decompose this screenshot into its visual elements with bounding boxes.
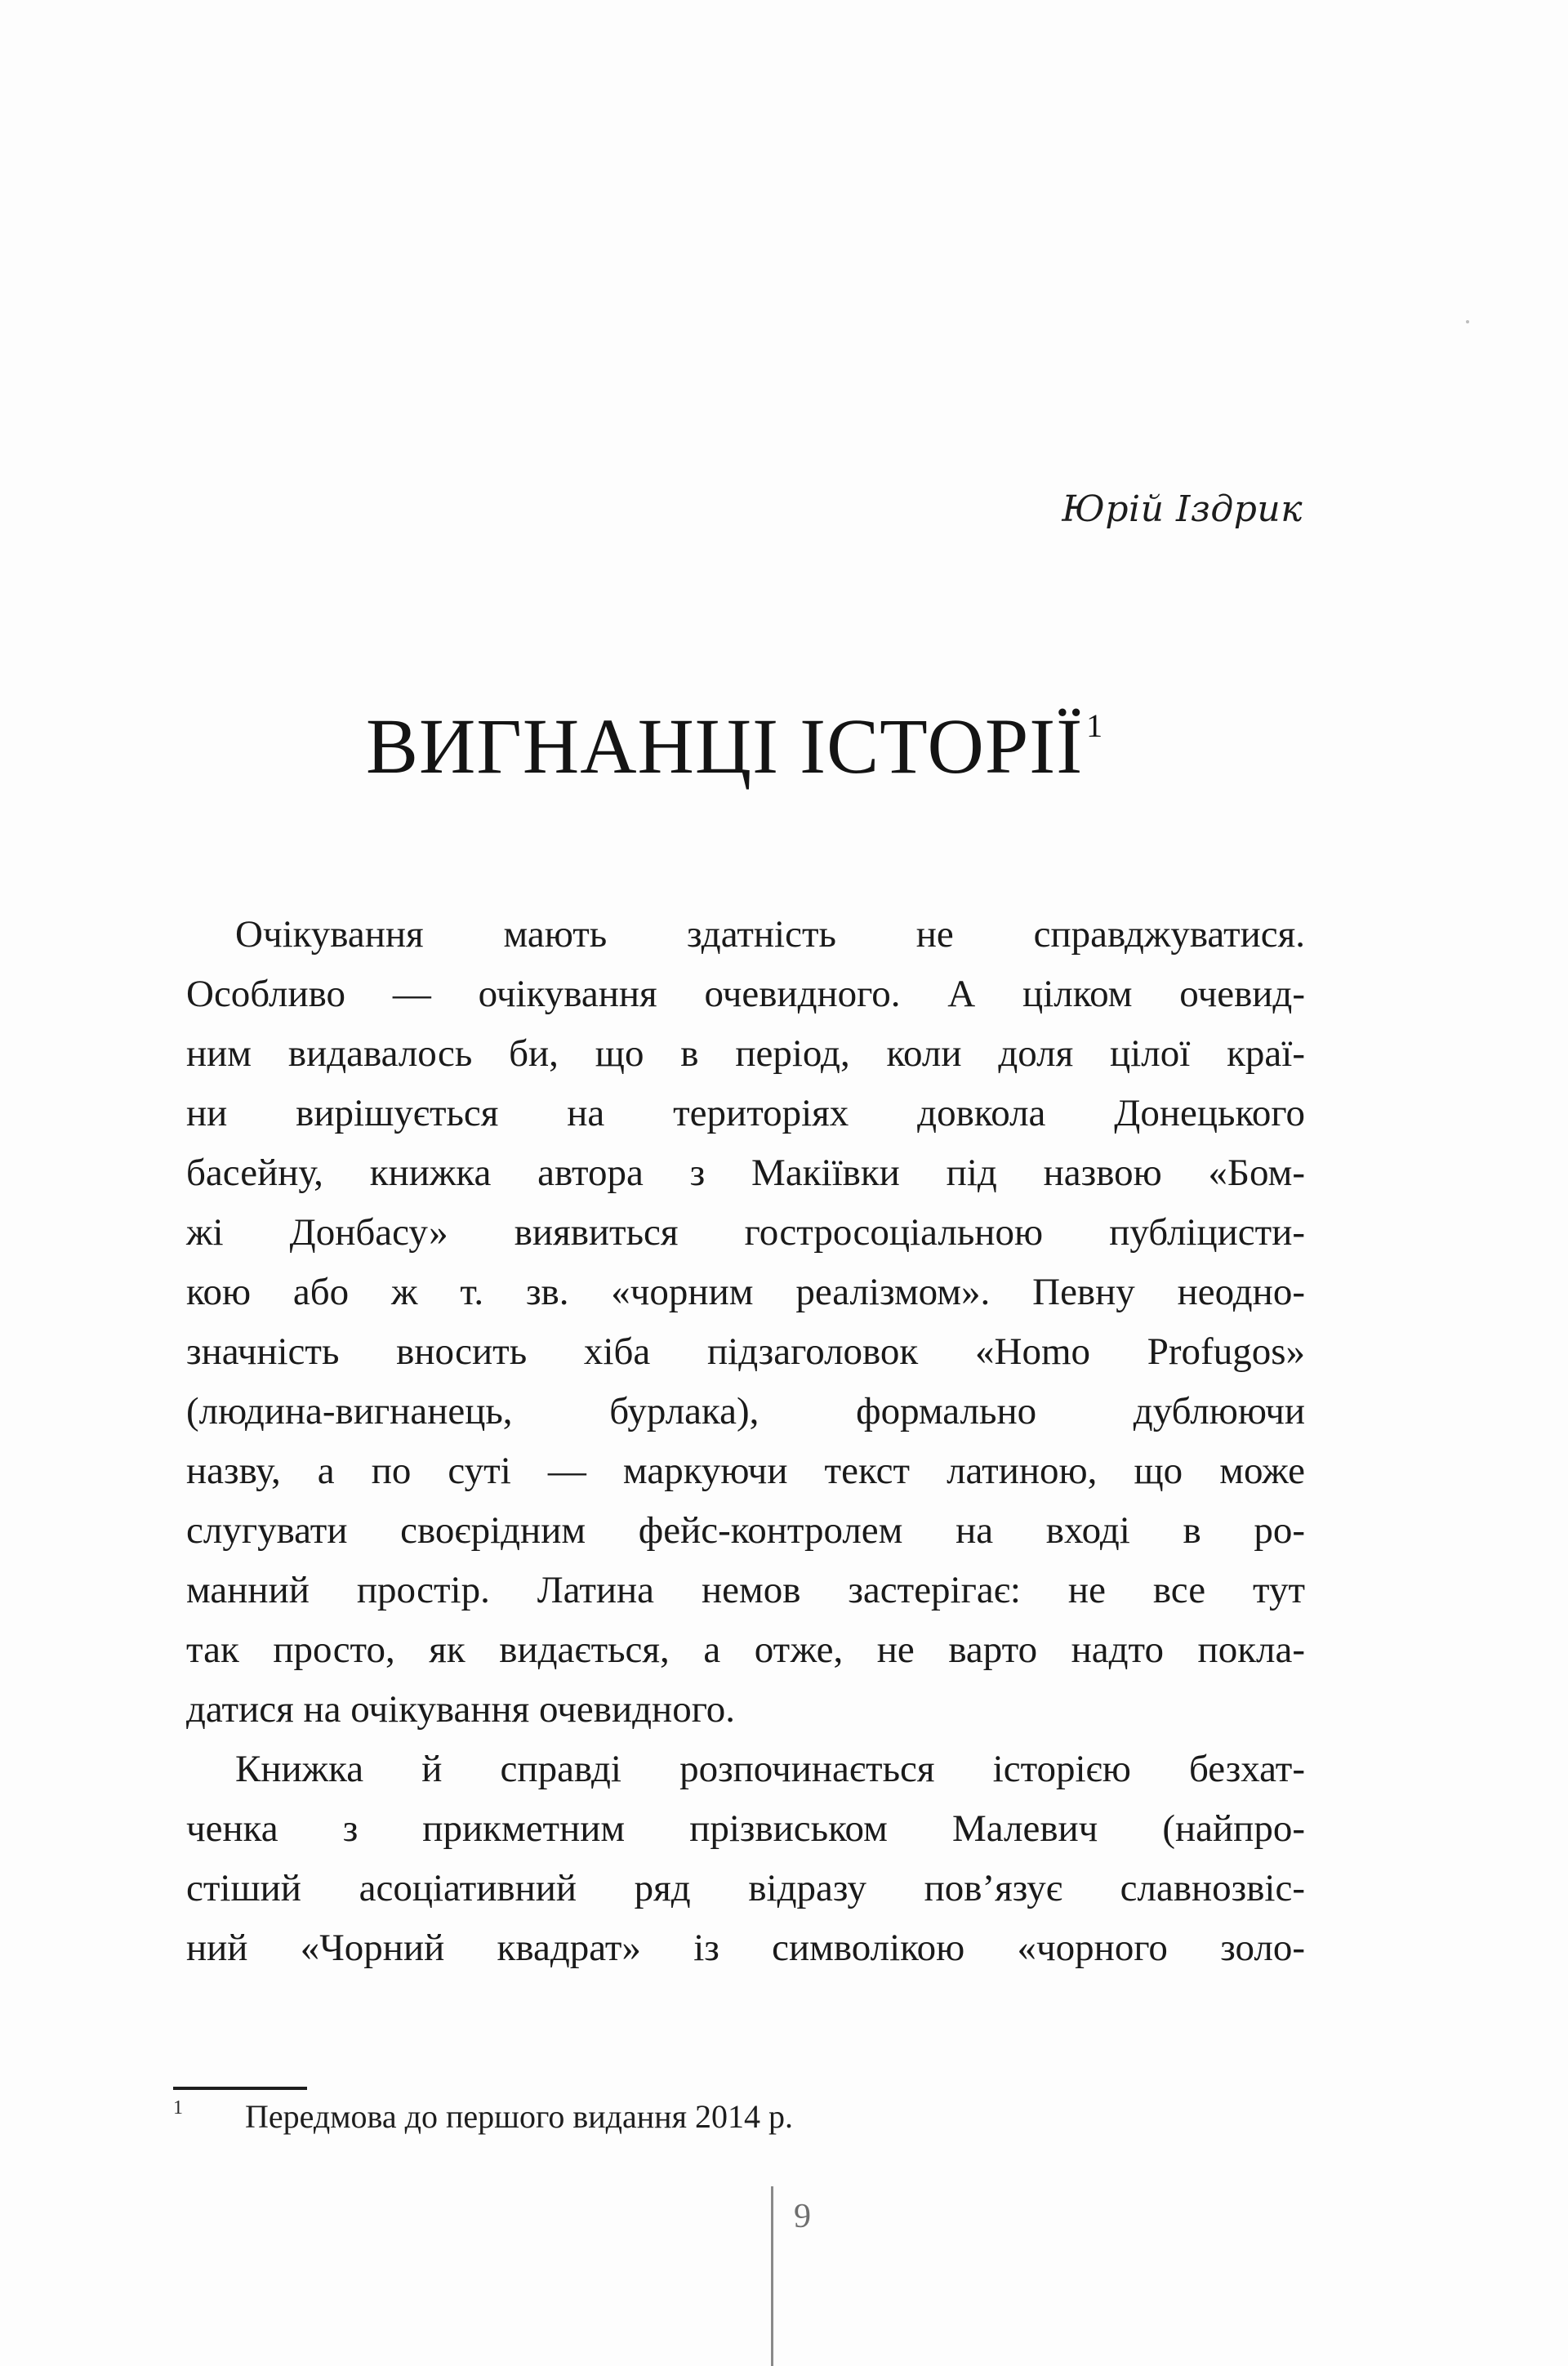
text-line: Очікування мають здатність не справджуватися.	[235, 913, 1305, 956]
scan-speck	[1466, 320, 1469, 323]
text-line: слугувати своєрідним фейс-контролем на вході в ро-	[186, 1509, 1305, 1552]
text-line: значність вносить хіба підзаголовок «Homo Profugos»	[186, 1330, 1305, 1373]
text-line: назву, а по суті — маркуючи текст латиною, що може	[186, 1450, 1305, 1492]
text-line: басейну, книжка автора з Макіївки під назвою «Бом-	[186, 1152, 1305, 1194]
author-name: Юрій Іздрик	[1062, 488, 1303, 530]
footnote-mark: 1	[173, 2097, 183, 2119]
text-line: Особливо — очікування очевидного. А цілком очевид-	[186, 973, 1305, 1015]
title-footnote-ref[interactable]: 1	[1086, 707, 1104, 744]
text-line: кою або ж т. зв. «чорним реалізмом». Певну неодно-	[186, 1271, 1305, 1313]
text-line: жі Донбасу» виявиться гостросоціальною публіцисти-	[186, 1211, 1305, 1254]
text-line: (людина-вигнанець, бурлака), формально дублюючи	[186, 1390, 1305, 1433]
text-line: ни вирішується на територіях довкола Донецького	[186, 1092, 1305, 1134]
text-line: ченка з прикметним прізвиськом Малевич (найпро-	[186, 1807, 1305, 1850]
footnote-text: Передмова до першого видання 2014 р.	[245, 2098, 793, 2135]
body-text	[186, 905, 1305, 1978]
text-line: ний «Чорний квадрат» із символікою «чорного золо-	[186, 1927, 1305, 1969]
text-line: Книжка й справді розпочинається історією безхат-	[235, 1748, 1305, 1790]
chapter-title	[366, 701, 1103, 791]
text-line: стіший асоціативний ряд відразу пов’язує славнозвіс-	[186, 1867, 1305, 1909]
footnote-divider	[173, 2087, 307, 2090]
text-line: ним видавалось би, що в період, коли доля цілої краї-	[186, 1032, 1305, 1075]
text-line: так просто, як видається, а отже, не варто надто покла-	[186, 1629, 1305, 1671]
text-line: датися на очікування очевидного.	[186, 1688, 736, 1731]
page-number-rule	[771, 2186, 773, 2366]
text-line: манний простір. Латина немов застерігає: не все тут	[186, 1569, 1305, 1611]
chapter-title-text: ВИГНАНЦІ ІСТОРІЇ	[366, 702, 1084, 790]
page-number: 9	[794, 2198, 811, 2235]
